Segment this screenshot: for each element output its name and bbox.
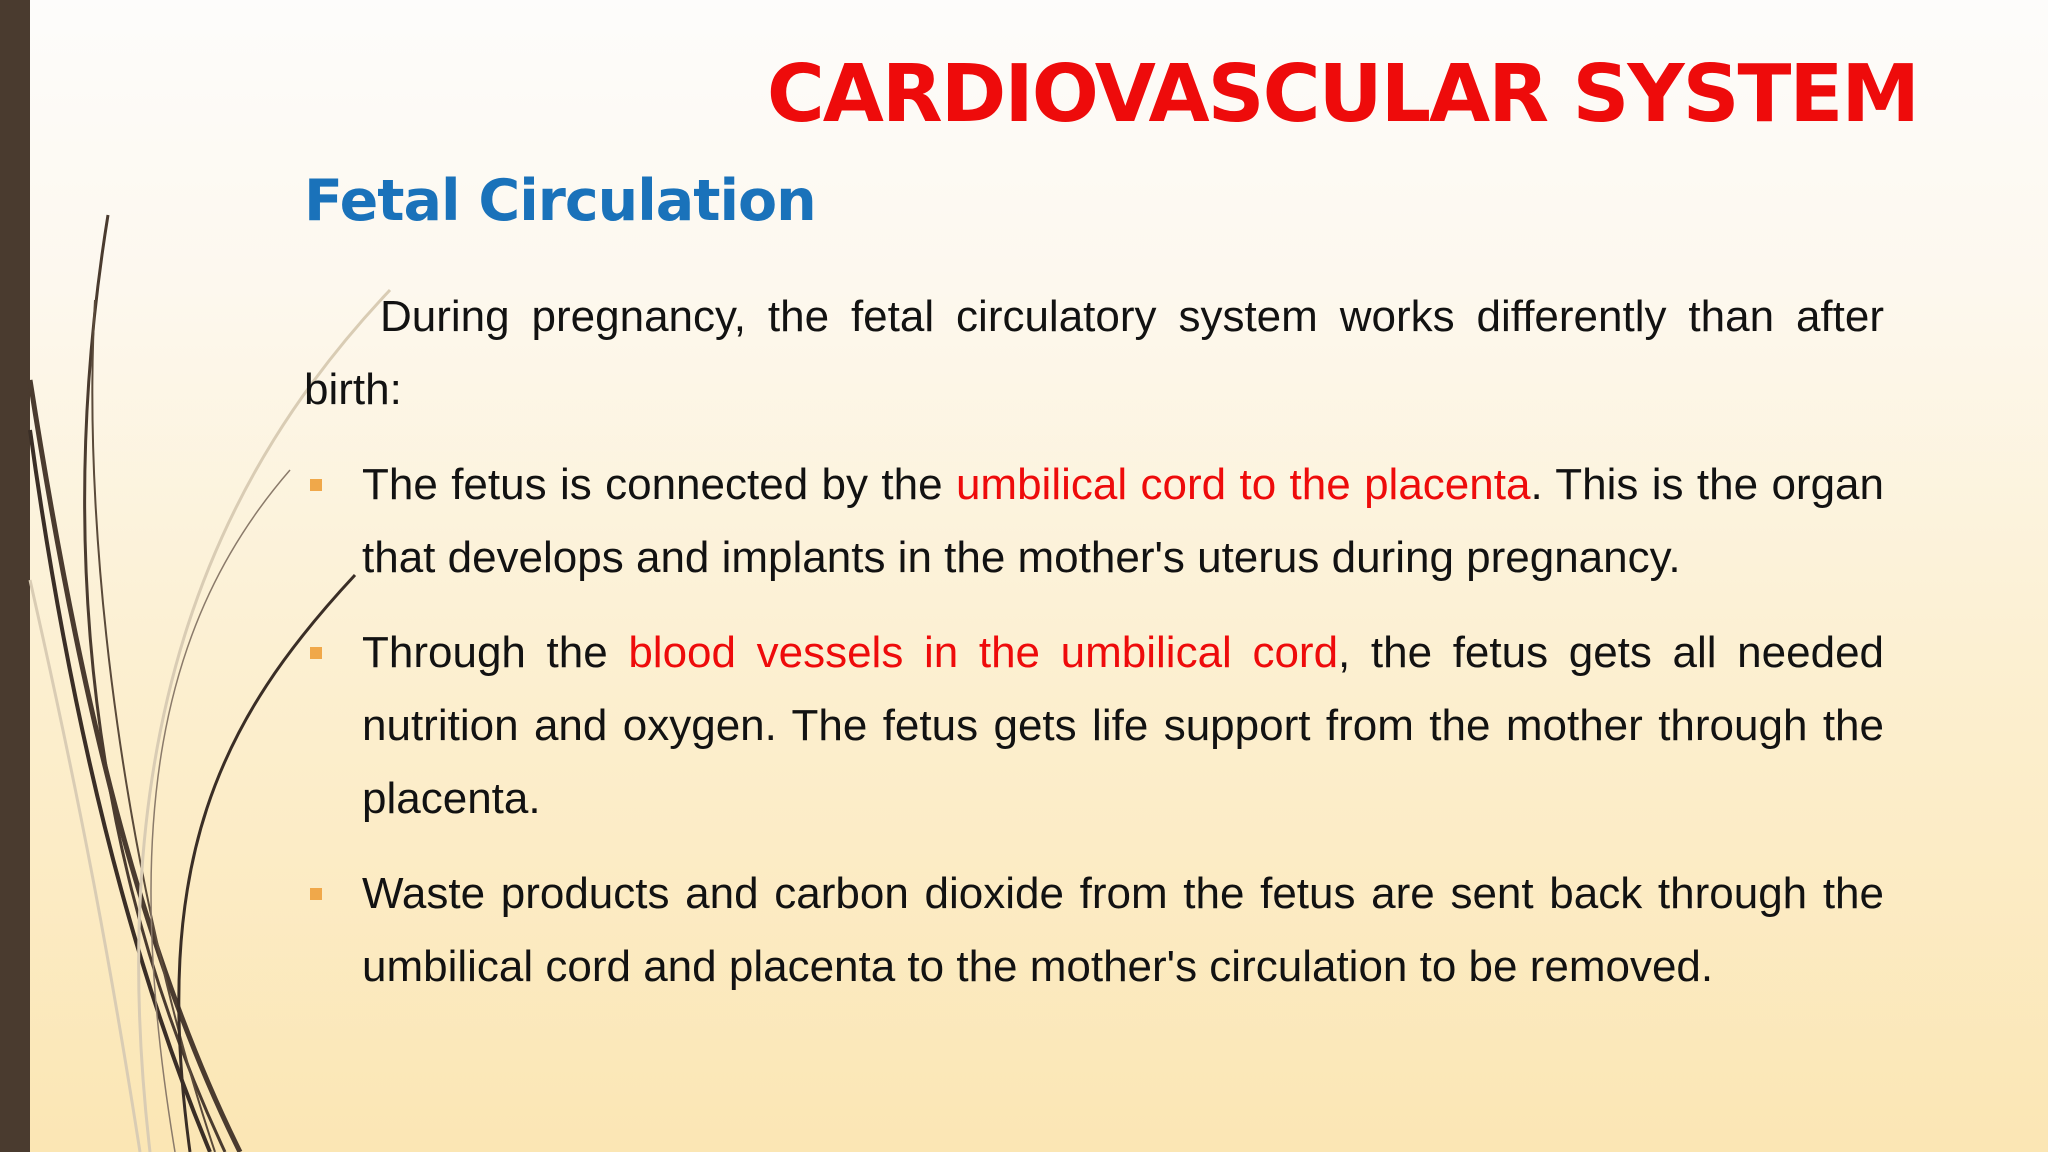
bullet-highlight: blood vessels in the umbilical cord [628, 628, 1339, 677]
bullet-list [304, 448, 1884, 1003]
bullet-text: Through the [362, 628, 629, 677]
bullet-item [304, 857, 1884, 1003]
bullet-item [304, 448, 1884, 594]
bullet-item [304, 616, 1884, 835]
square-bullet-icon [310, 479, 322, 491]
section-subtitle: Fetal Circulation [304, 168, 816, 234]
square-bullet-icon [310, 888, 322, 900]
bullet-text: Waste products and carbon dioxide from the fetus are sent back through the umbilical cord and placenta to the mother's circulation to be removed. [362, 869, 1884, 991]
square-bullet-icon [310, 647, 322, 659]
intro-paragraph: During pregnancy, the fetal circulatory system works differently than after birth: [304, 292, 1884, 414]
bullet-text-end: . This is the organ that develops and implants in the mother's uterus during pregnancy. [362, 460, 1884, 582]
bullet-text: The fetus is connected by the [362, 460, 956, 509]
slide-body [304, 280, 1884, 1025]
slide-title: CARDIOVASCULAR SYSTEM [766, 48, 1918, 140]
bullet-highlight: umbilical cord to the placenta [955, 460, 1531, 509]
bullet-text-end: , the fetus gets all needed nutrition and oxygen. The fetus gets life support from the mother through the placenta. [362, 628, 1885, 823]
